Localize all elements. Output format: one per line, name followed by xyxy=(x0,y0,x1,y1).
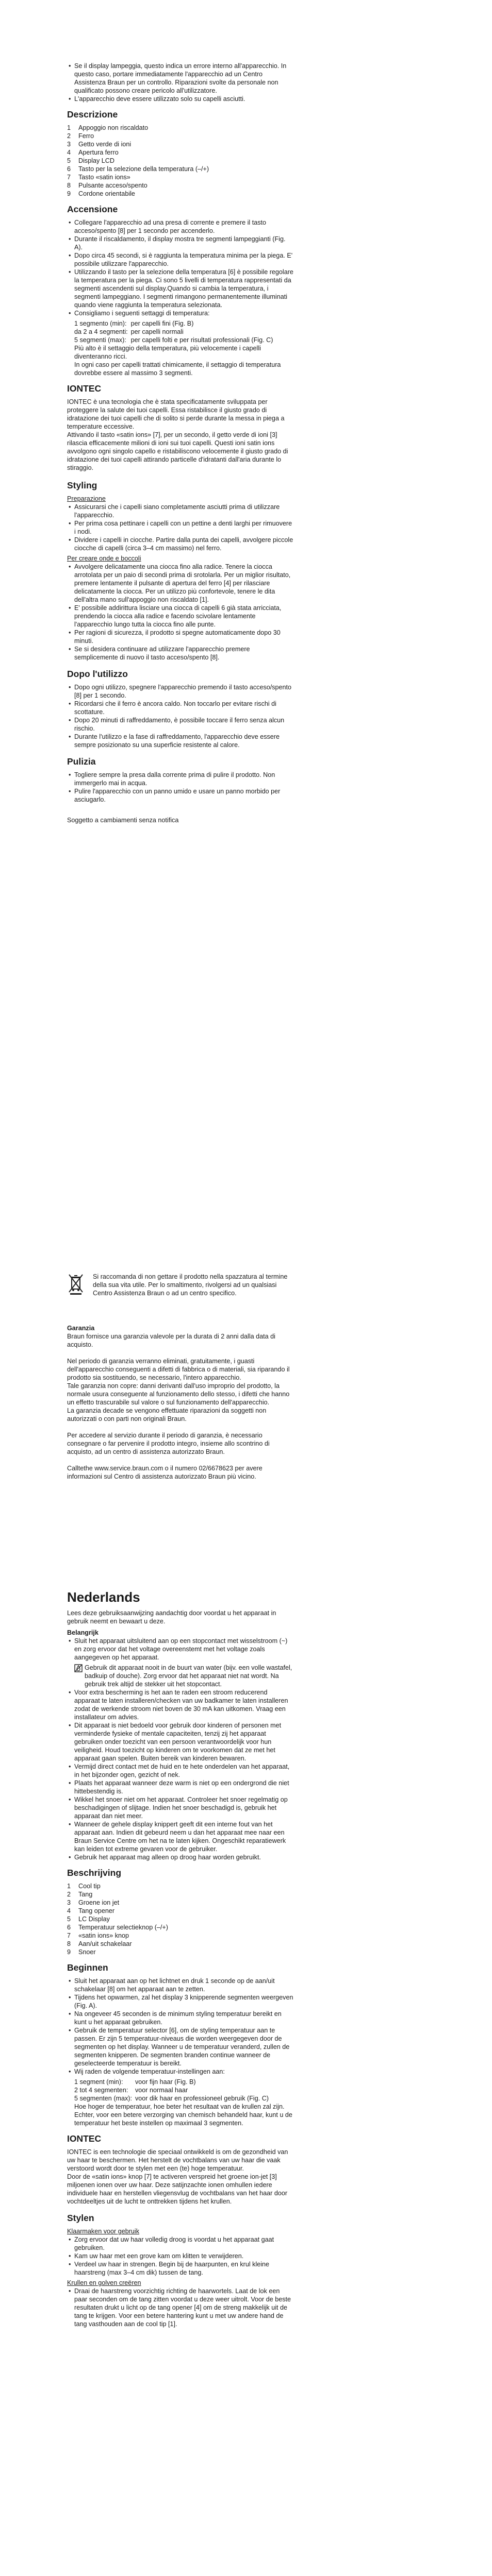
numbered-item xyxy=(67,1940,294,1948)
setting-description: per capelli folti e per risultati professionali (Fig. C) xyxy=(130,336,273,344)
bullet-item: • Wij raden de volgende temperatuur-instellingen aan: xyxy=(67,2067,294,2076)
item-number: 9 xyxy=(67,190,71,197)
krullen-subheading: Krullen en golven creëren xyxy=(67,2279,141,2286)
garanzia-section xyxy=(67,1324,294,1484)
numbered-item xyxy=(67,1907,294,1915)
onde-subheading: Per creare onde e boccoli xyxy=(67,555,141,562)
numbered-item xyxy=(67,132,294,140)
bullet-item: • Dopo ogni utilizzo, spegnere l'apparecchio premendo il tasto acceso/spento [8] per 1 secondo. xyxy=(67,683,294,700)
no-water-icon xyxy=(74,1664,85,1688)
bullet-item: • Plaats het apparaat wanneer deze warm is niet op een ondergrond die niet hittebestendig is. xyxy=(67,1779,294,1795)
crossed-bin-icon xyxy=(67,1273,93,1297)
nl-iontec-heading: IONTEC xyxy=(67,2133,102,2144)
bullet-item: • L'apparecchio deve essere utilizzato solo su capelli asciutti. xyxy=(67,95,294,103)
numbered-item xyxy=(67,140,294,148)
bullet-item: • Avvolgere delicatamente una ciocca fino alla radice. Tenere la ciocca arrotolata per un paio di secondi prima di srotolarla. Per un miglior risultato, premere lentamente il pulsante di apertura del ferro [4] per rilasciare delicatamente la ciocca. Per un utilizzo più confortevole, tenere le dita dell'altra mano sull'appoggio non riscaldato [1]. xyxy=(67,563,294,604)
bullet-item: • Assicurarsi che i capelli siano completamente asciutti prima di utilizzare l'apparecchio. xyxy=(67,503,294,519)
item-text: Tang opener xyxy=(78,1907,115,1914)
klaarmaken-bullets xyxy=(67,2235,294,2277)
bullet-item: • Vermijd direct contact met de huid en te hete onderdelen van het apparaat, in het bijzonder ogen, gezicht of nek. xyxy=(67,1762,294,1779)
item-text: Tang xyxy=(78,1891,93,1898)
item-text: Appoggio non riscaldato xyxy=(78,124,149,131)
item-number: 4 xyxy=(67,1907,71,1914)
belangrijk-heading: Belangrijk xyxy=(67,1629,99,1636)
recycle-notice xyxy=(67,1273,294,1297)
beginnen-note: Hoe hoger de temperatuur, hoe beter het resultaat van de krullen zal zijn. Echter, voor een betere verzorging van chemisch behandeld haar, kunt u de temperatuur het beste instellen op maximaal 3 segmenten. xyxy=(74,2103,292,2127)
item-number: 2 xyxy=(67,132,71,140)
setting-level: 1 segmento (min): xyxy=(74,320,127,327)
bullet-item: • Voor extra bescherming is het aan te raden een stroom reducerend apparaat te laten installeren/checken van uw badkamer te laten installeren zodat de werkende stroom niet boven de 30 mA kan uitkomen. Vraag een installateur om advies. xyxy=(67,1688,294,1721)
temperature-settings-table xyxy=(74,319,276,344)
nederlands-title: Nederlands xyxy=(67,1589,140,1605)
bullet-item: • Wanneer de gehele display knippert geeft dit een interne fout van het apparaat aan. Indien dit gebeurd neem u dan het apparaat mee naar een Braun Service Centre om het na te laten kijken. Ongeschikt reparatiewerk kan leiden tot extreme gevaren voor de gebruiker. xyxy=(67,1820,294,1853)
item-text: Temperatuur selectieknop (–/+) xyxy=(78,1924,168,1931)
bullet-item: • Gebruik het apparaat mag alleen op droog haar worden gebruikt. xyxy=(67,1853,294,1861)
bullet-item: • Se si desidera continuare ad utilizzare l'apparecchio premere semplicemente di nuovo il tasto acceso/spento [8]. xyxy=(67,645,294,662)
iontec-text: IONTEC è una tecnologia che è stata specificatamente sviluppata per proteggere la salute dei tuoi capelli. Essa ristabilisce il giusto grado di idratazione dei tuoi capelli che di solito si perde durante la messa in piega a temperature eccessive. Attivando il tasto «satin ions» [7], per un secondo, il getto verde di ioni [3] rilascia efficacemente milioni di ioni sui tuoi capelli. Questi ioni satin ions avvolgono ogni singolo capello e ristabiliscono velocemente il giusto grado di idratazione dei tuoi capelli attirando particelle d'idratanti dall'aria durante lo stiraggio. xyxy=(67,398,288,471)
setting-description: voor fijn haar (Fig. B) xyxy=(135,2078,196,2086)
numbered-item xyxy=(67,1923,294,1931)
beginnen-bullets xyxy=(67,1977,294,2076)
dutch-section xyxy=(67,1589,294,2330)
setting-row xyxy=(74,2078,272,2086)
bullet-item: • Zorg ervoor dat uw haar volledig droog is voordat u het apparaat gaat gebruiken. xyxy=(67,2235,294,2252)
numbered-item xyxy=(67,1915,294,1923)
krullen-bullets xyxy=(67,2287,294,2328)
dopo-heading: Dopo l'utilizzo xyxy=(67,669,128,679)
water-warning-text: Gebruik dit apparaat nooit in de buurt van water (bijv. een volle wastafel, badkuip of douche). Zorg ervoor dat het apparaat niet nat wordt. Na gebruik trek altijd de stekker uit het stopcontact. xyxy=(85,1664,292,1688)
numbered-item xyxy=(67,165,294,173)
setting-row xyxy=(74,328,276,336)
item-text: Ferro xyxy=(78,132,94,140)
setting-description: per capelli fini (Fig. B) xyxy=(130,320,194,327)
numbered-item xyxy=(67,124,294,132)
item-number: 4 xyxy=(67,149,71,156)
bullet-item: • Dopo circa 45 secondi, si è raggiunta la temperatura minima per la piega. E' possibile utilizzare l'apparecchio. xyxy=(67,251,294,268)
item-text: Tasto «satin ions» xyxy=(78,174,130,181)
numbered-item xyxy=(67,1882,294,1890)
item-text: Tasto per la selezione della temperatura (–/+) xyxy=(78,165,209,173)
item-number: 1 xyxy=(67,1883,71,1890)
item-text: LC Display xyxy=(78,1916,110,1923)
numbered-item xyxy=(67,1899,294,1907)
item-text: Cordone orientabile xyxy=(78,190,135,197)
bullet-item: • Ricordarsi che il ferro è ancora caldo. Non toccarlo per evitare rischi di scottature. xyxy=(67,700,294,716)
setting-description: voor dik haar en professioneel gebruik (Fig. C) xyxy=(135,2095,269,2102)
accensione-heading: Accensione xyxy=(67,204,118,214)
iontec-heading: IONTEC xyxy=(67,383,102,394)
item-text: Groene ion jet xyxy=(78,1899,120,1906)
item-text: Aan/uit schakelaar xyxy=(78,1940,132,1947)
item-number: 6 xyxy=(67,1924,71,1931)
bullet-item: • Sluit het apparaat aan op het lichtnet en druk 1 seconde op de aan/uit schakelaar [8] om het apparaat aan te zetten. xyxy=(67,1977,294,1993)
recycle-text: Si raccomanda di non gettare il prodotto nella spazzatura al termine della sua vita utile. Per lo smaltimento, rivolgersi ad un qualsiasi Centro Assistenza Braun o ad un centro specifico. xyxy=(93,1273,288,1297)
numbered-item xyxy=(67,173,294,181)
item-text: Getto verde di ioni xyxy=(78,141,132,148)
belangrijk-bullets-a xyxy=(67,1637,294,1662)
setting-row xyxy=(74,319,276,328)
onde-bullets xyxy=(67,563,294,662)
bullet-item: • Kam uw haar met een grove kam om klitten te verwijderen. xyxy=(67,2252,294,2260)
bullet-item: • Verdeel uw haar in strengen. Begin bij de haarpunten, en krul kleine haarstreng (max 3–4 cm dik) tussen de tang. xyxy=(67,2260,294,2277)
stylen-heading: Stylen xyxy=(67,2213,94,2223)
setting-level: 5 segmenten (max): xyxy=(74,2095,132,2102)
item-number: 3 xyxy=(67,1899,71,1906)
setting-description: voor normaal haar xyxy=(135,2087,188,2094)
numbered-item xyxy=(67,181,294,190)
descrizione-heading: Descrizione xyxy=(67,109,118,120)
setting-level: 2 tot 4 segmenten: xyxy=(74,2087,128,2094)
descrizione-list xyxy=(67,124,294,198)
nl-temperature-settings-table xyxy=(74,2078,272,2103)
bullet-item: • Pulire l'apparecchio con un panno umido e usare un panno morbido per asciugarlo. xyxy=(67,787,294,804)
setting-row xyxy=(74,2094,272,2103)
bullet-item: • Draai de haarstreng voorzichtig richting de haarwortels. Laat de lok een paar seconden om de tang zitten voordat u deze weer uitrolt. Voor de beste resultaten drukt u licht op de tang opener [4] om de streng makkelijk uit de tang te krijgen. Voor een betere hantering kunt u met uw andere hand de tang vasthouden aan de cool tip [1]. xyxy=(67,2287,294,2328)
numbered-item xyxy=(67,1890,294,1899)
bullet-item: • Durante l'utilizzo e la fase di raffreddamento, l'apparecchio deve essere sempre posizionato su una superficie resistente al calore. xyxy=(67,733,294,749)
setting-description: per capelli normali xyxy=(130,328,184,335)
numbered-item xyxy=(67,157,294,165)
garanzia-text: Braun fornisce una garanzia valevole per la durata di 2 anni dalla data di acquisto. Nel periodo di garanzia verranno eliminati, gratuitamente, i guasti dell'apparecchio conseguenti a difetti di fabbrica o di materiali, sia riparando il prodotto sia sostituendo, se necessario, l'intero apparecchio. Tale garanzia non copre: danni derivanti dall'uso improprio del prodotto, la normale usura conseguente al funzionamento dello stesso, i difetti che hanno un effetto trascurabile sul valore o sul funzionamento dell'apparecchio. La garanzia decade se vengono effettuate riparazioni da soggetti non autorizzati o con parti non originali Braun. Per accedere al servizio durante il periodo di garanzia, è necessario consegnare o far pervenire il prodotto integro, insieme allo scontrino di acquisto, ad un centro di assistenza autorizzato Braun. Calltethe www.service.braun.com o il numero 02/6678623 per avere informazioni sul Centro di assistenza autorizzato Braun più vicino. xyxy=(67,1333,290,1480)
beginnen-heading: Beginnen xyxy=(67,1962,108,1973)
item-number: 8 xyxy=(67,1940,71,1947)
numbered-item xyxy=(67,1948,294,1956)
styling-heading: Styling xyxy=(67,480,97,490)
item-number: 3 xyxy=(67,141,71,148)
belangrijk-bullets-b xyxy=(67,1688,294,1861)
item-number: 8 xyxy=(67,182,71,189)
bullet-item: • Dit apparaat is niet bedoeld voor gebruik door kinderen of personen met verminderde fysieke of mentale capaciteiten, tenzij zij het apparaat gebruiken onder toezicht van een persoon verantwoordelijk voor hun veiligheid. Houd toezicht op kinderen om te voorkomen dat ze met het apparaat gaan spelen. Buiten bereik van kinderen bewaren. xyxy=(67,1721,294,1762)
subject-to-change-note: Soggetto a cambiamenti senza notifica xyxy=(67,817,179,824)
item-number: 1 xyxy=(67,124,71,131)
bullet-item: • Tijdens het opwarmen, zal het display 3 knipperende segmenten weergeven (Fig. A). xyxy=(67,1993,294,2010)
setting-row xyxy=(74,2086,272,2094)
bullet-item: • Dividere i capelli in ciocche. Partire dalla punta dei capelli, avvolgere piccole ciocche di capelli (circa 3–4 cm massimo) nel ferro. xyxy=(67,536,294,552)
numbered-item xyxy=(67,190,294,198)
setting-level: da 2 a 4 segmenti: xyxy=(74,328,128,335)
setting-level: 1 segment (min): xyxy=(74,2078,123,2086)
preparazione-subheading: Preparazione xyxy=(67,495,106,502)
beschrijving-list xyxy=(67,1882,294,1956)
item-text: Pulsante acceso/spento xyxy=(78,182,147,189)
bullet-item: • Consigliamo i seguenti settaggi di temperatura: xyxy=(67,309,294,317)
bullet-item: • Wikkel het snoer niet om het apparaat. Controleer het snoer regelmatig op beschadigingen of slijtage. Indien het snoer beschadigd is, gebruik het apparaat dan niet meer. xyxy=(67,1795,294,1820)
preparazione-bullets xyxy=(67,503,294,552)
italian-section xyxy=(67,62,294,827)
bullet-item: • Na ongeveer 45 seconden is de minimum styling temperatuur bereikt en kunt u het apparaat gebruiken. xyxy=(67,2010,294,2026)
bullet-item: • Utilizzando il tasto per la selezione della temperatura [6] è possibile regolare la temperatura per la piega. Ci sono 5 livelli di temperatura rappresentati da segmenti ascendenti sul display.Quando si cambia la temperatura, i segmenti lampeggiano. I segmenti rimangono permanentemente illuminati quando viene raggiunta la temperatura selezionata. xyxy=(67,268,294,309)
water-warning xyxy=(67,1664,294,1688)
item-text: Apertura ferro xyxy=(78,149,119,156)
nederlands-intro: Lees deze gebruiksaanwijzing aandachtig door voordat u het apparaat in gebruik neemt en bewaart u deze. xyxy=(67,1609,276,1625)
bullet-item: • Gebruik de temperatuur selector [6], om de styling temperatuur aan te passen. Er zijn 5 temperatuur-niveaus die worden weergegeven door de segmenten op het display. Wanneer u de temperatuur veranderd, zullen de segmenten knipperen. De segmenten branden continue wanneer de geselecteerde temperatuur is bereikt. xyxy=(67,2026,294,2067)
bullet-item: • Dopo 20 minuti di raffreddamento, è possibile toccare il ferro senza alcun rischio. xyxy=(67,716,294,733)
nl-iontec-text: IONTEC is een technologie die speciaal ontwikkeld is om de gezondheid van uw haar te beschermen. Het herstelt de vochtbalans van uw haar die vaak verstoord wordt door te stylen met een (te) hoge temperatuur. Door de «satin ions» knop [7] te activeren verspreid het groene ion-jet [3] miljoenen ionen over uw haar. Deze satijnzachte ionen omhullen iedere individuele haar en herstellen vliegensvlug de vochtbalans van het haar door vochtdeeltjes uit de lucht te onttrekken tijdens het krullen. xyxy=(67,2148,288,2205)
accensione-bullets xyxy=(67,218,294,317)
bullet-item: • Per ragioni di sicurezza, il prodotto si spegne automaticamente dopo 30 minuti. xyxy=(67,629,294,645)
bullet-item: • E' possibile addirittura lisciare una ciocca di capelli 6 già stata arricciata, prendendo la ciocca alla radice e facendo scivolare lentamente l'apparecchio lungo tutta la ciocca fino alle punte. xyxy=(67,604,294,629)
item-number: 7 xyxy=(67,174,71,181)
item-number: 7 xyxy=(67,1932,71,1939)
item-number: 5 xyxy=(67,157,71,164)
bullet-item: • Durante il riscaldamento, il display mostra tre segmenti lampeggianti (Fig. A). xyxy=(67,235,294,251)
intro-bullets xyxy=(67,62,294,103)
bullet-item: • Per prima cosa pettinare i capelli con un pettine a denti larghi per rimuovere i nodi. xyxy=(67,519,294,536)
bullet-item: • Togliere sempre la presa dalla corrente prima di pulire il prodotto. Non immergerlo mai in acqua. xyxy=(67,771,294,787)
pulizia-heading: Pulizia xyxy=(67,756,96,767)
item-number: 6 xyxy=(67,165,71,173)
setting-row xyxy=(74,336,276,344)
item-text: Cool tip xyxy=(78,1883,101,1890)
item-text: Display LCD xyxy=(78,157,114,164)
klaarmaken-subheading: Klaarmaken voor gebruik xyxy=(67,2228,140,2235)
bullet-item: • Collegare l'apparecchio ad una presa di corrente e premere il tasto acceso/spento [8] per 1 secondo per accenderlo. xyxy=(67,218,294,235)
item-text: Snoer xyxy=(78,1948,96,1956)
setting-level: 5 segmenti (max): xyxy=(74,336,126,344)
dopo-bullets xyxy=(67,683,294,749)
garanzia-heading: Garanzia xyxy=(67,1325,95,1332)
item-text: «satin ions» knop xyxy=(78,1932,129,1939)
pulizia-bullets xyxy=(67,771,294,804)
numbered-item xyxy=(67,1931,294,1940)
bullet-item: • Se il display lampeggia, questo indica un errore interno all'apparecchio. In questo caso, portare immediatamente l'apparecchio ad un Centro Assistenza Braun per un controllo. Riparazioni svolte da personale non qualificato possono creare pericolo all'utilizzatore. xyxy=(67,62,294,95)
item-number: 5 xyxy=(67,1916,71,1923)
bullet-item: • Sluit het apparaat uitsluitend aan op een stopcontact met wisselstroom (~) en zorg ervoor dat het voltage overeenstemt met het voltage zoals aangegeven op het apparaat. xyxy=(67,1637,294,1662)
item-number: 9 xyxy=(67,1948,71,1956)
item-number: 2 xyxy=(67,1891,71,1898)
beschrijving-heading: Beschrijving xyxy=(67,1868,122,1878)
numbered-item xyxy=(67,148,294,157)
accensione-note: Più alto è il settaggio della temperatura, più velocemente i capelli diventeranno ricci. In ogni caso per capelli trattati chimicamente, il settaggio di temperatura dovrebbe essere al massimo 3 segmenti. xyxy=(74,345,281,377)
